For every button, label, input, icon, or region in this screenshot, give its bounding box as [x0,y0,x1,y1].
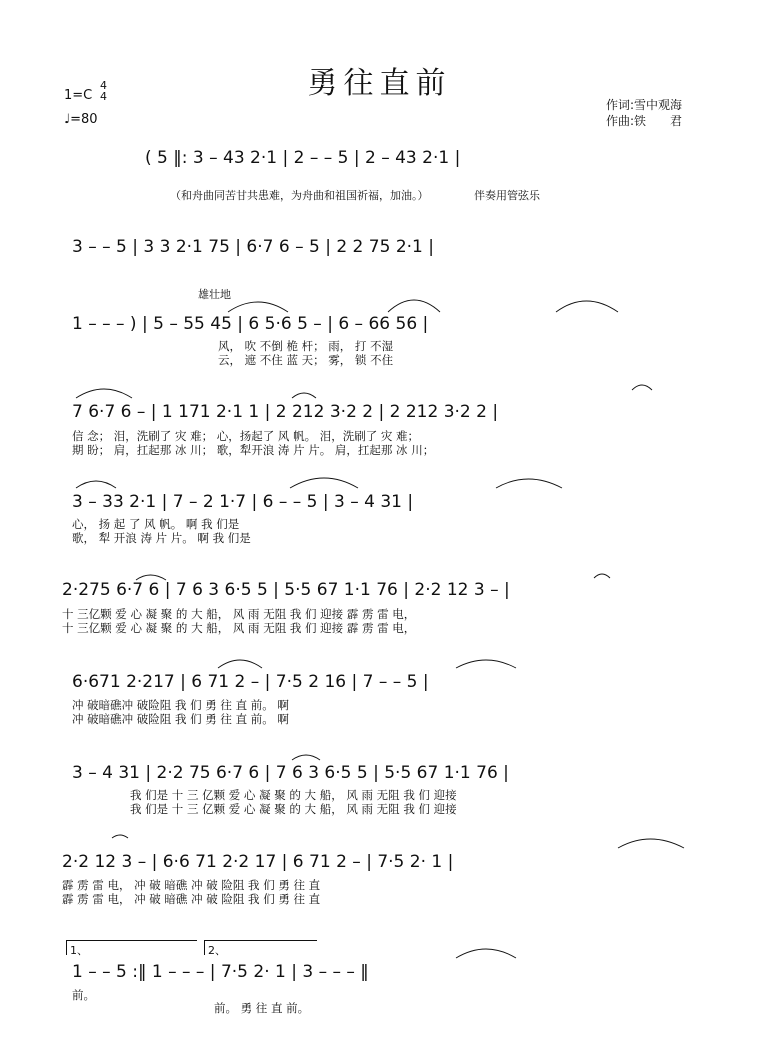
system-9-notes: 2·2 12 3 – | 6·6 71 2·2 17 | 6 71 2 – | 7·5 2· 1 | [62,852,454,872]
system-5-notes: 3 – 33 2·1 | 7 – 2 1·7 | 6 – – 5 | 3 – 4 31 | [72,492,414,512]
key-signature: 1=C [64,88,93,103]
system-9-lyrics-2: 霹 雳 雷 电， 冲 破 暗礁 冲 破 险阻 我 们 勇 往 直 [62,892,321,906]
song-title: 勇往直前 [307,66,452,101]
tempo-marking: ♩=80 [64,112,98,127]
time-signature: 4 4 [100,79,107,103]
system-8-lyrics-2: 我 们是 十 三 亿颗 爱 心 凝 聚 的 大 船， 风 雨 无阻 我 们 迎接 [130,802,457,816]
slur-arc [388,300,440,312]
system-7-lyrics-2: 冲 破暗礁冲 破险阻 我 们 勇 往 直 前。 啊 [72,712,289,726]
slur-arc [76,389,132,398]
first-ending-label: 1、 [70,944,88,957]
slur-arc [456,949,516,958]
slur-arc [594,574,610,578]
slur-arc [292,755,320,760]
system-8-notes: 3 – 4 31 | 2·2 75 6·7 6 | 7 6 3 6·5 5 | 5·5 67 1·1 76 | [72,763,509,783]
system-6-notes: 2·275 6·7 6 | 7 6 3 6·5 5 | 5·5 67 1·1 76 | 2·2 12 3 – | [62,580,510,600]
slur-arc [112,835,128,838]
second-ending-label: 2、 [208,944,226,957]
system-3-lyrics-1: 风， 吹 不倒 桅 杆； 雨， 打 不湿 [218,339,394,353]
slur-arc [76,481,116,488]
system-6-lyrics-2: 十 三亿颗 爱 心 凝 聚 的 大 船， 风 雨 无阻 我 们 迎接 霹 雳 雷 电， [62,621,416,635]
system-7-notes: 6·671 2·217 | 6 71 2 – | 7·5 2 16 | 7 – – 5 | [72,672,429,692]
system-9-lyrics-1: 霹 雳 雷 电， 冲 破 暗礁 冲 破 险阻 我 们 勇 往 直 [62,878,321,892]
system-4-lyrics-2: 期 盼； 肩，扛起那 冰 川； 歌，犁开浪 涛 片 片。 肩，扛起那 冰 川； [72,443,435,457]
intro-annotation: （和舟曲同苦甘共患难，为舟曲和祖国祈福，加油。） [170,189,429,202]
system-10-lyrics-1: 前。 [72,988,95,1002]
slur-arc [218,660,262,668]
slur-arc [290,478,358,488]
composer-credit: 作曲:铁 君 [606,114,683,128]
system-7-lyrics-1: 冲 破暗礁冲 破险阻 我 们 勇 往 直 前。 啊 [72,698,289,712]
style-marking: 雄壮地 [198,288,231,301]
system-5-lyrics-1: 心， 扬 起 了 风 帆。 啊 我 们是 [72,517,240,531]
slur-arc [632,385,652,390]
slur-arc [456,660,516,668]
slur-arc [556,301,618,312]
slur-arc [136,575,166,580]
system-3-notes: 1 – – – ) | 5 – 55 45 | 6 5·6 5 – | 6 – 66 56 | [72,314,429,334]
system-8-lyrics-1: 我 们是 十 三 亿颗 爱 心 凝 聚 的 大 船， 风 雨 无阻 我 们 迎接 [130,788,457,802]
system-5-lyrics-2: 歌， 犁 开浪 涛 片 片。 啊 我 们是 [72,531,251,545]
slur-arc [292,393,316,398]
system-6-lyrics-1: 十 三亿颗 爱 心 凝 聚 的 大 船， 风 雨 无阻 我 们 迎接 霹 雳 雷 电， [62,607,416,621]
slur-arc [496,479,562,488]
slur-arc [228,302,288,312]
system-1-notes: ( 5 ‖: 3 – 43 2·1 | 2 – – 5 | 2 – 43 2·1 | [145,148,461,168]
slur-arc [618,839,684,848]
system-2-notes: 3 – – 5 | 3 3 2·1 75 | 6·7 6 – 5 | 2 2 75 2·1 | [72,237,434,257]
system-3-lyrics-2: 云， 遮 不住 蓝 天； 雾， 锁 不住 [218,353,394,367]
system-10-notes: 1 – – 5 :‖ 1 – – – | 7·5 2· 1 | 3 – – – ‖ [72,962,369,982]
system-4-lyrics-1: 信 念； 泪，洗刷了 灾 难； 心，扬起了 风 帆。 泪，洗刷了 灾 难； [72,429,420,443]
accompaniment-note: 伴奏用管弦乐 [474,189,540,202]
system-4-notes: 7 6·7 6 – | 1 171 2·1 1 | 2 212 3·2 2 | 2 212 3·2 2 | [72,402,499,422]
system-10-lyrics-2: 前。 勇 往 直 前。 [214,1001,310,1015]
lyricist-credit: 作词:雪中观海 [606,98,683,112]
